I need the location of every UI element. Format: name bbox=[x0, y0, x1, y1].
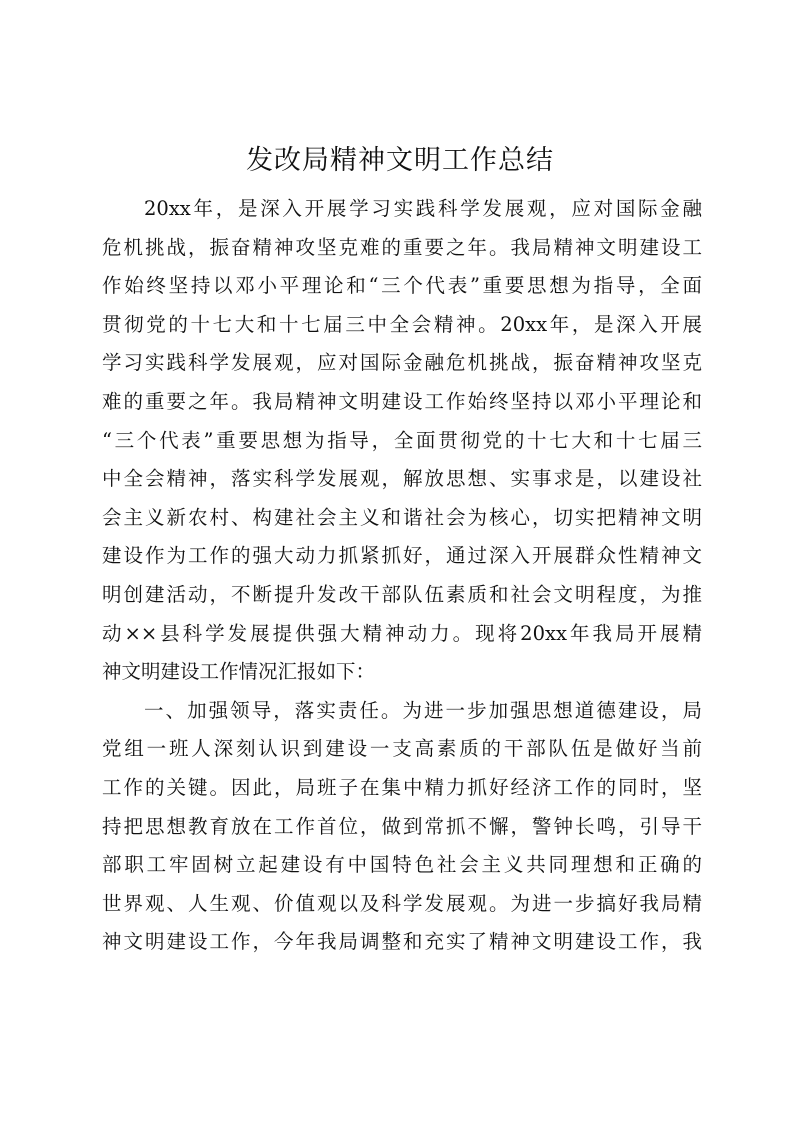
body-line: 危机挑战，振奋精神攻坚克难的重要之年。我局精神文明建设工 bbox=[102, 235, 702, 259]
body-line: 党组一班人深刻认识到建设一支高素质的干部队伍是做好当前 bbox=[102, 737, 702, 761]
body-line: 难的重要之年。我局精神文明建设工作始终坚持以邓小平理论和 bbox=[102, 389, 702, 413]
body-line: 一、加强领导，落实责任。为进一步加强思想道德建设，局 bbox=[144, 698, 702, 722]
body-line: 工作的关键。因此，局班子在集中精力抓好经济工作的同时，坚 bbox=[102, 775, 702, 799]
document-title: 发改局精神文明工作总结 bbox=[246, 145, 554, 176]
body-line: 部职工牢固树立起建设有中国特色社会主义共同理想和正确的 bbox=[102, 853, 702, 877]
document-body bbox=[102, 190, 702, 962]
body-line: 建设作为工作的强大动力抓紧抓好，通过深入开展群众性精神文 bbox=[102, 544, 702, 568]
body-line: 明创建活动，不断提升发改干部队伍素质和社会文明程度，为推 bbox=[102, 582, 702, 606]
body-line: “三个代表”重要思想为指导，全面贯彻党的十七大和十七届三 bbox=[102, 428, 702, 452]
body-line: 作始终坚持以邓小平理论和“三个代表”重要思想为指导，全面 bbox=[102, 274, 702, 298]
body-line: 持把思想教育放在工作首位，做到常抓不懈，警钟长鸣，引导干 bbox=[102, 814, 702, 838]
body-line: 学习实践科学发展观，应对国际金融危机挑战，振奋精神攻坚克 bbox=[102, 351, 702, 375]
body-line: 20xx年，是深入开展学习实践科学发展观，应对国际金融 bbox=[144, 197, 702, 220]
body-line: 中全会精神，落实科学发展观，解放思想、实事求是，以建设社 bbox=[102, 467, 702, 491]
body-line: 神文明建设工作，今年我局调整和充实了精神文明建设工作，我 bbox=[102, 930, 702, 954]
body-line: 动××县科学发展提供强大精神动力。现将20xx年我局开展精 bbox=[102, 621, 702, 645]
body-line: 世界观、人生观、价值观以及科学发展观。为进一步搞好我局精 bbox=[102, 891, 702, 915]
body-line: 神文明建设工作情况汇报如下： bbox=[102, 660, 376, 684]
body-line: 会主义新农村、构建社会主义和谐社会为核心，切实把精神文明 bbox=[102, 505, 702, 529]
body-line: 贯彻党的十七大和十七届三中全会精神。20xx年，是深入开展 bbox=[102, 312, 702, 336]
